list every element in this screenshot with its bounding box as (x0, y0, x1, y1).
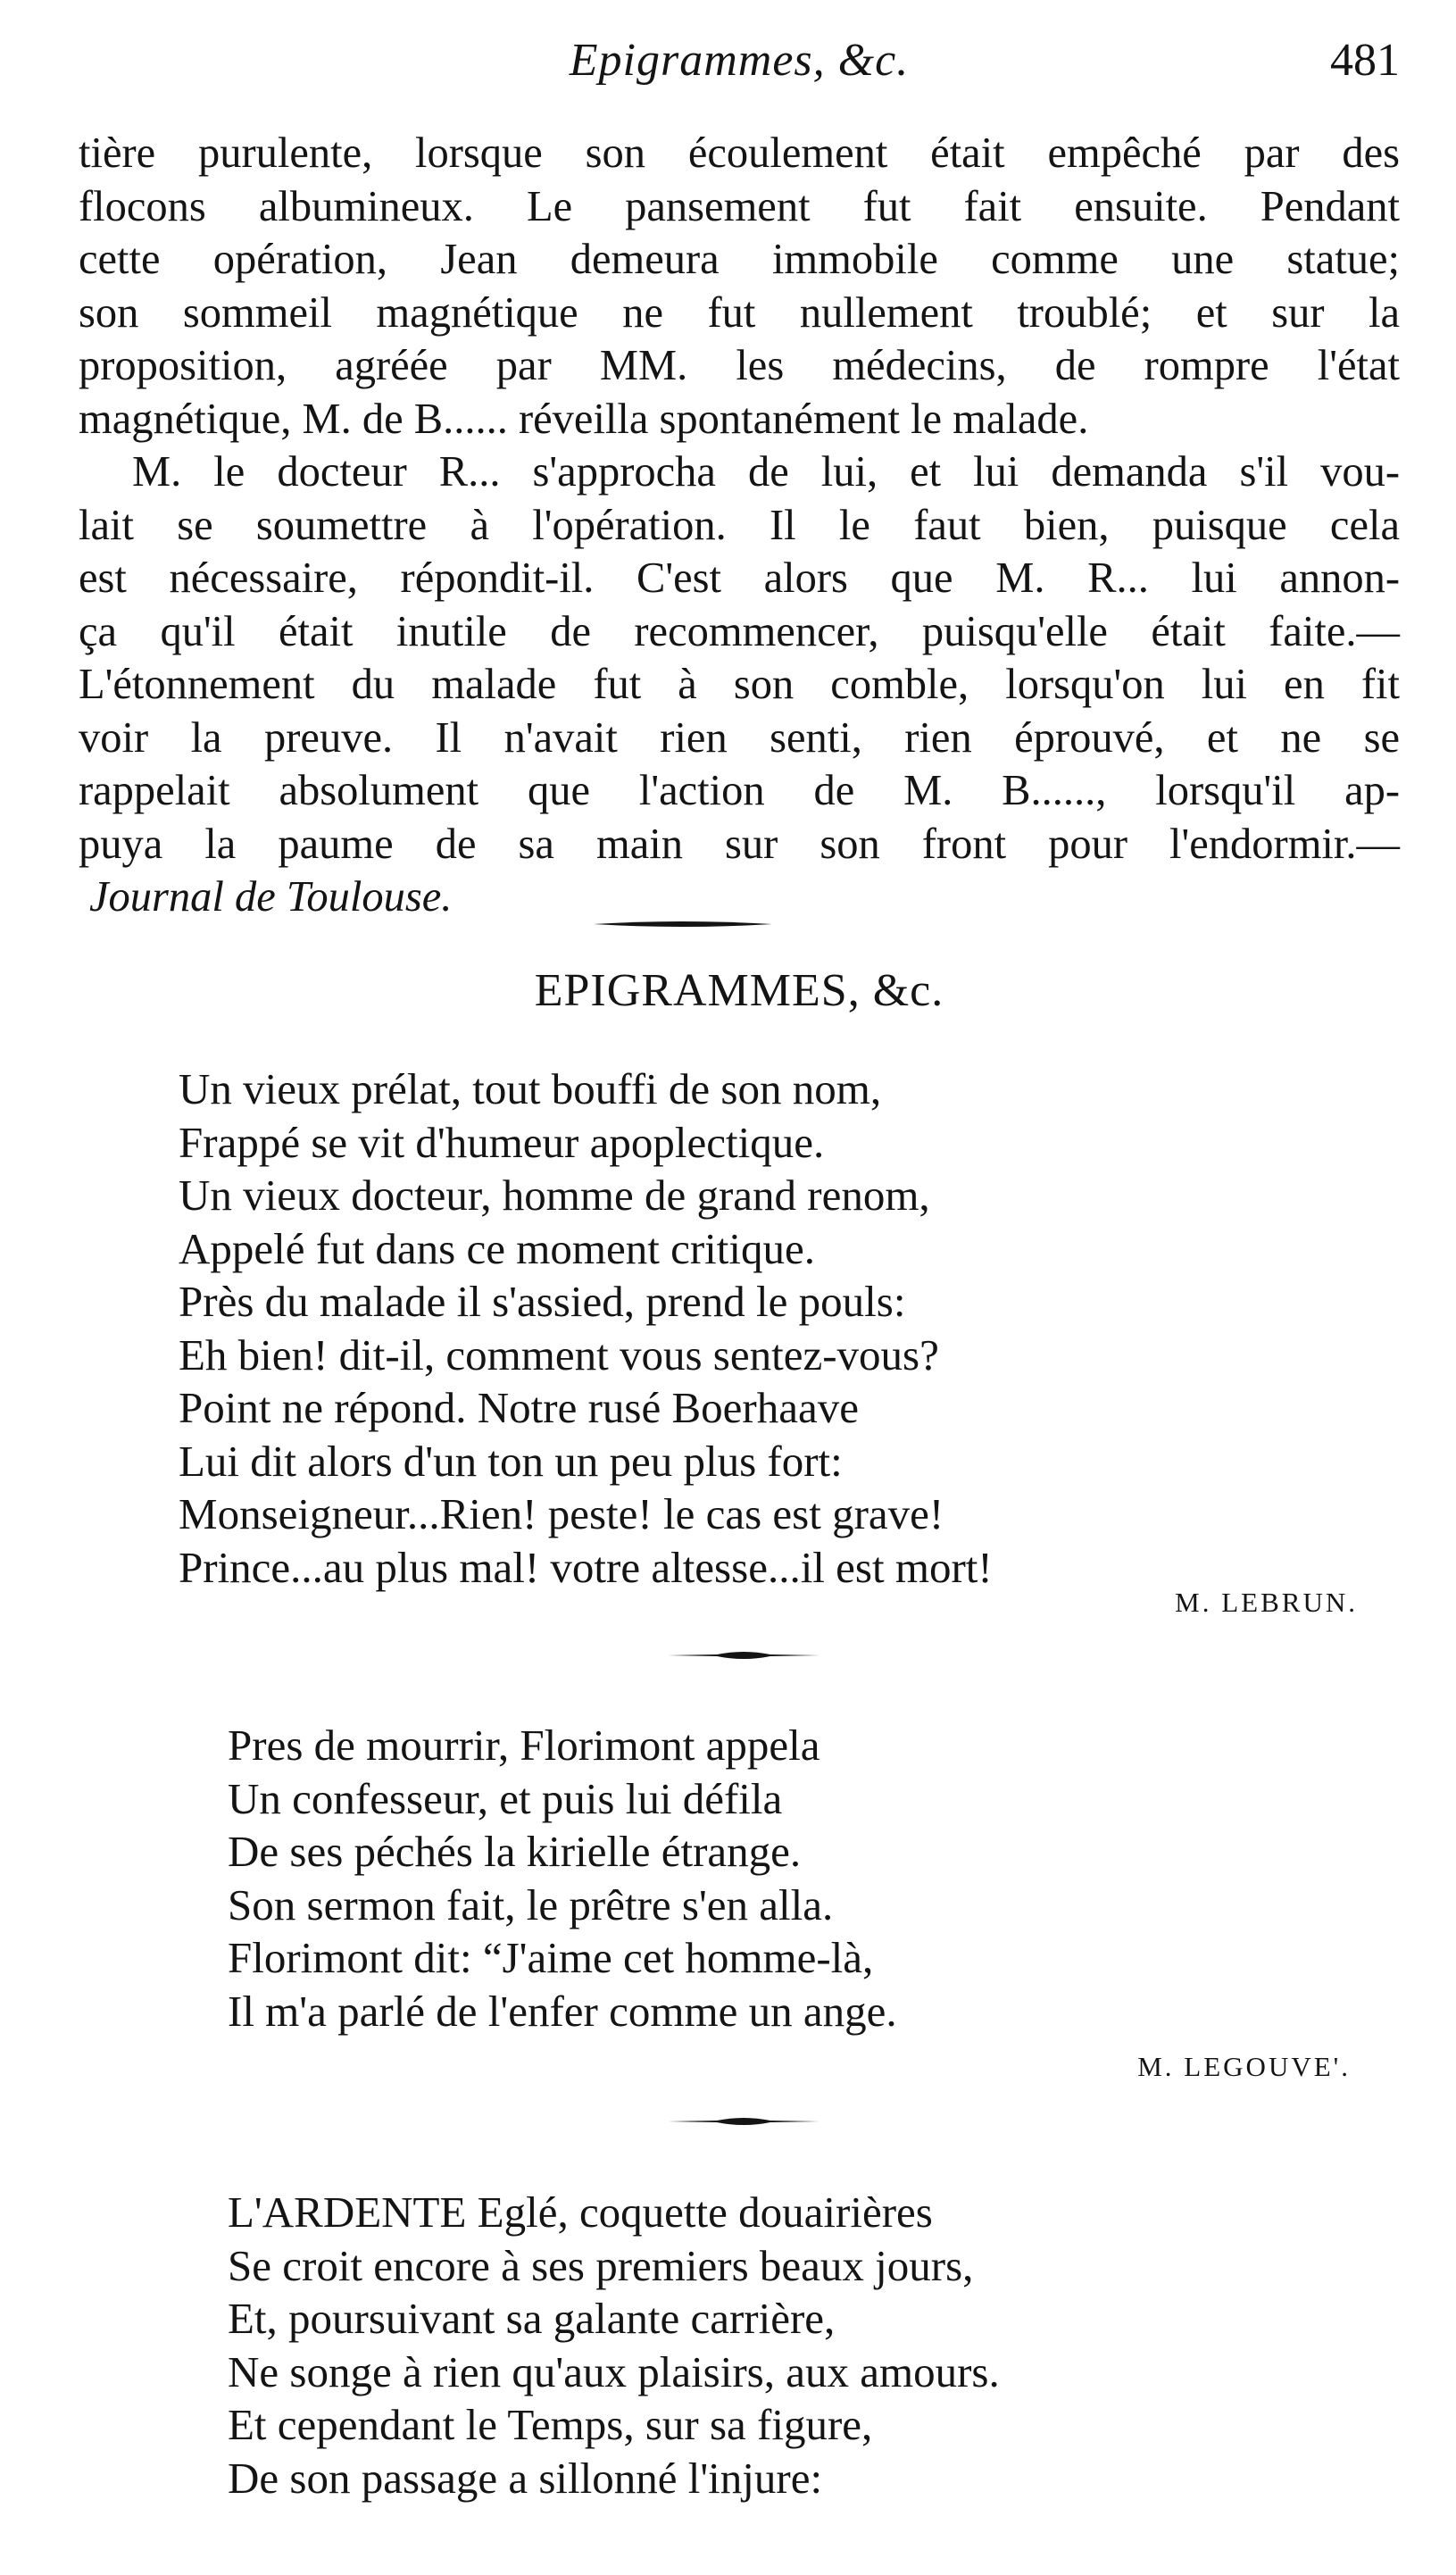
ornament-rule (668, 1648, 820, 1662)
article-line: cette opération, Jean demeura immobile comme une statue; (79, 236, 1400, 283)
verse-line: De son passage a sillonné l'injure: (228, 2453, 823, 2503)
article-line: L'étonnement du malade fut à son comble, lorsqu'on lui en fit (79, 661, 1400, 708)
verse-line: Son sermon fait, le prêtre s'en alla. (228, 1879, 834, 1929)
article-line: proposition, agréée par MM. les médecins, de rompre l'état (79, 342, 1400, 389)
verse-line: Pres de mourrir, Florimont appela (228, 1721, 820, 1770)
article-line: rappelait absolument que l'action de M. B......, lorsqu'il ap- (79, 767, 1400, 814)
verse-line: Et cependant le Temps, sur sa figure, (228, 2400, 873, 2449)
epigram-1-author: M. LEBRUN. (1175, 1587, 1358, 1618)
article-text (79, 127, 1400, 924)
article-line: puya la paume de sa main sur son front pour l'endormir.— (79, 820, 1400, 868)
ornament-rule (668, 2114, 820, 2129)
section-title: EPIGRAMMES, &c. (534, 965, 944, 1016)
verse-line: L'ARDENTE Eglé, coquette douairières (228, 2188, 933, 2237)
article-line: son sommeil magnétique ne fut nullement troublé; et sur la (79, 288, 1400, 337)
verse-line: Florimont dit: “J'aime cet homme-là, (228, 1933, 874, 1982)
epigram-2 (228, 1719, 897, 2038)
article-line: flocons albumineux. Le pansement fut fait ensuite. Pendant (79, 182, 1400, 230)
verse-line: Il m'a parlé de l'enfer comme un ange. (228, 1986, 897, 2036)
verse-line: Un vieux docteur, homme de grand renom, (179, 1171, 930, 1220)
verse-line: Et, poursuivant sa galante carrière, (228, 2294, 836, 2343)
verse-line: Lui dit alors d'un ton un peu plus fort: (179, 1436, 843, 1486)
verse-line: Monseigneur...Rien! peste! le cas est grave! (179, 1489, 944, 1538)
running-head (79, 25, 1400, 96)
verse-line: Se croit encore à ses premiers beaux jours, (228, 2240, 974, 2290)
article-line: voir la preuve. Il n'avait rien senti, rien éprouvé, et ne se (79, 713, 1400, 762)
verse-line: Un vieux prélat, tout bouffi de son nom, (179, 1064, 882, 1113)
epigram-1 (179, 1062, 993, 1594)
article-line: tière purulente, lorsque son écoulement était empêché par des (79, 129, 1400, 177)
verse-line: Prince...au plus mal! votre altesse...il est mort! (179, 1542, 993, 1592)
verse-line: Ne songe à rien qu'aux plaisirs, aux amours. (228, 2346, 1000, 2396)
verse-line: De ses péchés la kirielle étrange. (228, 1827, 802, 1876)
article-line: lait se soumettre à l'opération. Il le faut bien, puisque cela (79, 501, 1400, 549)
verse-line: Frappé se vit d'humeur apoplectique. (179, 1117, 825, 1167)
epigram-3 (228, 2186, 1000, 2504)
article-line: ça qu'il était inutile de recommencer, puisqu'elle était faite.— (79, 607, 1400, 655)
epigram-2-author: M. LEGOUVE'. (1137, 2051, 1351, 2082)
running-title: Epigrammes, &c. (569, 35, 910, 86)
verse-line: Eh bien! dit-il, comment vous sentez-vous? (179, 1329, 939, 1379)
article-line: magnétique, M. de B...... réveilla spontanément le malade. (79, 395, 1089, 443)
verse-line: Appelé fut dans ce moment critique. (179, 1223, 815, 1273)
article-source: Journal de Toulouse. (89, 873, 453, 921)
verse-line: Près du malade il s'assied, prend le pouls: (179, 1277, 906, 1326)
verse-line: Point ne répond. Notre rusé Boerhaave (179, 1383, 859, 1432)
article-line: est nécessaire, répondit-il. C'est alors que M. R... lui annon- (79, 554, 1400, 602)
article-line: M. le docteur R... s'approcha de lui, et lui demanda s'il vou- (132, 448, 1400, 496)
page-number: 481 (1330, 35, 1400, 86)
verse-line: Un confesseur, et puis lui défila (228, 1773, 783, 1823)
section-rule (594, 918, 772, 930)
